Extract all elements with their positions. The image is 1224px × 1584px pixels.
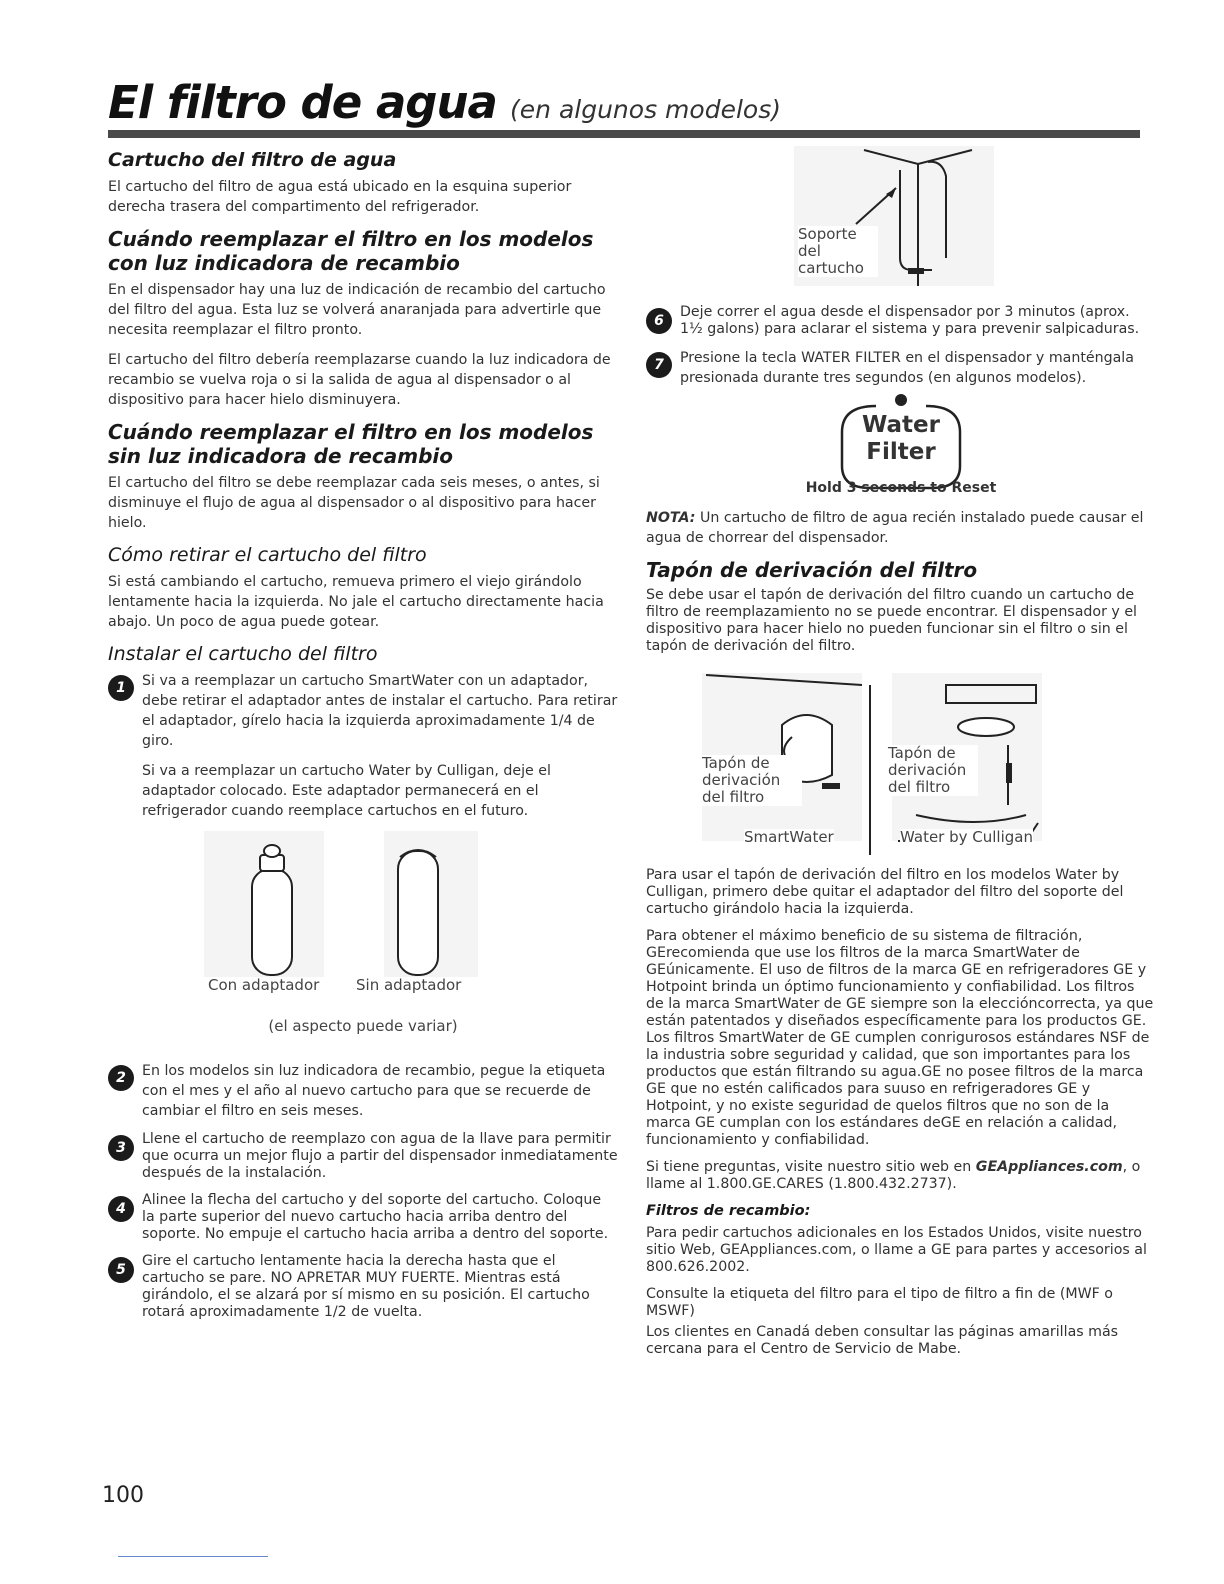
install-step-6 <box>646 304 1156 338</box>
figure-label-with-adapter: Con adaptador <box>208 976 320 994</box>
page-title: El filtro de agua <box>108 76 497 129</box>
section-heading-install: Instalar el cartucho del filtro <box>108 643 378 665</box>
install-step-1 <box>108 671 618 821</box>
step-text: Deje correr el agua desde el dispensador por 3 minutos (aprox. 1½ galons) para aclarar el sistema y para prevenir salpicaduras. <box>680 304 1140 337</box>
install-step-5 <box>108 1253 618 1321</box>
install-step-3 <box>108 1131 618 1182</box>
holder-figure <box>646 140 1156 290</box>
section-text-with-light-1: En el dispensador hay una luz de indicación de recambio del cartucho del filtro del agua. Esta luz se volverá anaranjada para advertirle que necesita reemplazar el filtro pronto. <box>108 282 606 338</box>
section-heading-bypass: Tapón de derivación del filtro <box>646 558 978 582</box>
bypass-plug-label-culligan: Tapón de derivación del filtro <box>888 745 978 796</box>
bypass-plug-label-smartwater: Tapón de derivación del filtro <box>702 755 802 806</box>
section-heading-with-light: Cuándo reemplazar el filtro en los modelos con luz indicadora de recambio <box>108 227 594 275</box>
section-text-remove: Si está cambiando el cartucho, remueva primero el viejo girándolo lentamente hacia la izquierda. No jale el cartucho directamente hacia abajo. Un poco de agua puede gotear. <box>108 574 604 630</box>
section-text-without-light: El cartucho del filtro se debe reemplazar cada seis meses, o antes, si disminuye el flujo de agua al dispensador o al dispositivo para hacer hielo. <box>108 475 600 531</box>
page-header <box>108 76 1148 129</box>
nota-label: NOTA: <box>646 510 696 526</box>
paragraph-benefit: Para obtener el máximo beneficio de su sistema de filtración, GErecomienda que use los filtros de la marca SmartWater de GEúnicamente. El uso de filtros de la marca GE en refrigeradores GE y Hotpoint brinda un óptimo funcionamiento y confiabilidad. Los filtros de la marca SmartWater de GE siempre son la elecciόncorrecta, ya que están patentados y diseñados específicamente para los productos GE. Los filtros SmartWater de GE cumplen conrigurosos estándares NSF de la industria sobre seguridad y calidad, que son importantes para los productos que están filtrando su agua.GE no posee filtros de la marca GE que no estén calificados para suuso en refrigeradores GE y Hotpoint, y no existe seguridad de quelos filtros que no son de la marca GE cumplan con los estándares deGE en relación a calidad, funcionamiento y confiabilidad. <box>646 928 1154 1148</box>
section-text-cartridge: El cartucho del filtro de agua está ubicado en la esquina superior derecha trasera del compartimento del refrigerador. <box>108 179 572 215</box>
page-number: 100 <box>102 1483 144 1508</box>
section-heading-cartridge: Cartucho del filtro de agua <box>108 149 397 171</box>
website-link[interactable]: GEAppliances.com <box>975 1159 1123 1175</box>
install-step-7 <box>646 348 1156 388</box>
bypass-caption-smartwater: SmartWater <box>744 828 834 846</box>
paragraph-canada: Los clientes en Canadá deben consultar las páginas amarillas más cercana para el Centro de Servicio de Mabe. <box>646 1324 1119 1357</box>
step-text: Gire el cartucho lentamente hacia la derecha hasta que el cartucho se pare. NO APRETAR MUY FUERTE. Mientras está girándolo, el se alzará por sí mismo en su posición. El cartucho rotará aproximadamente 1/2 de vuelta. <box>142 1253 590 1320</box>
cartridge-illustration <box>108 831 618 981</box>
figure-label-without-adapter: Sin adaptador <box>356 976 462 994</box>
step-number-badge: 1 <box>108 675 134 701</box>
water-filter-key-line-2: Filter <box>866 439 936 465</box>
page-subtitle: (en algunos modelos) <box>510 95 781 124</box>
cartridge-figure <box>108 831 618 1011</box>
step-text: Alinee la flecha del cartucho y del soporte del cartucho. Coloque la parte superior del nuevo cartucho hacia arriba dentro del soporte. No empuje el cartucho hacia arriba a dentro del soporte. <box>142 1192 609 1242</box>
replacement-heading: Filtros de recambio: <box>646 1203 811 1219</box>
bypass-caption-culligan: Water by Culligan <box>900 828 1033 846</box>
water-filter-key <box>862 412 940 466</box>
step-number-badge: 4 <box>108 1196 134 1222</box>
questions-text-b: , o llame al 1.800.GE.CARES (1.800.432.2737). <box>646 1159 1141 1192</box>
step-text: En los modelos sin luz indicadora de recambio, pegue la etiqueta con el mes y el año al nuevo cartucho para que se recuerde de cambiar el filtro en seis meses. <box>142 1063 606 1119</box>
step-text: Llene el cartucho de reemplazo con agua de la llave para permitir que ocurra un mejor flujo a partir del dispensador inmediatamente después de la instalación. <box>142 1131 618 1181</box>
step-text-extra: Si va a reemplazar un cartucho Water by Culligan, deje el adaptador colocado. Este adaptador permanecerá en el refrigerador cuando reemplace cartuchos en el futuro. <box>142 763 551 819</box>
left-column <box>108 140 618 1331</box>
install-step-4 <box>108 1192 618 1243</box>
section-heading-without-light: Cuándo reemplazar el filtro en los modelos sin luz indicadora de recambio <box>108 420 594 468</box>
step-number-badge: 7 <box>646 352 672 378</box>
step-number-badge: 6 <box>646 308 672 334</box>
water-filter-hold-text: Hold 3 seconds to Reset <box>805 480 997 496</box>
install-step-2 <box>108 1061 618 1121</box>
right-column <box>646 140 1156 1368</box>
step-text: Si va a reemplazar un cartucho SmartWater con un adaptador, debe retirar el adaptador antes de instalar el cartucho. Para retirar el adaptador, gírelo hacia la izquierda aproximadamente 1/4 de giro. <box>142 673 618 749</box>
figure-caption: (el aspecto puede variar) <box>268 1017 458 1035</box>
paragraph-consult: Consulte la etiqueta del filtro para el tipo de filtro a fin de (MWF o MSWF) <box>646 1286 1113 1319</box>
step-number-badge: 2 <box>108 1065 134 1091</box>
cartridge-holder-illustration <box>646 140 1156 290</box>
step-number-badge: 3 <box>108 1135 134 1161</box>
paragraph-culligan: Para usar el tapón de derivación del filtro en los modelos Water by Culligan, primero debe quitar el adaptador del filtro del soporte del cartucho girándolo hacia la izquierda. <box>646 867 1124 917</box>
step-text: Presione la tecla WATER FILTER en el dispensador y manténgala presionada durante tres segundos (en algunos modelos). <box>680 350 1134 386</box>
nota-paragraph <box>646 508 1156 548</box>
bottom-divider <box>118 1556 268 1557</box>
paragraph-order: Para pedir cartuchos adicionales en los Estados Unidos, visite nuestro sitio Web, GEAppliances.com, o llame a GE para partes y accesorios al 800.626.2002. <box>646 1225 1147 1275</box>
section-heading-remove: Cómo retirar el cartucho del filtro <box>108 544 427 566</box>
paragraph-questions <box>646 1159 1156 1193</box>
water-filter-key-line-1: Water <box>861 412 940 438</box>
header-rule <box>108 130 1140 138</box>
step-number-badge: 5 <box>108 1257 134 1283</box>
bypass-plug-figure <box>646 665 1156 855</box>
nota-text: Un cartucho de filtro de agua recién instalado puede causar el agua de chorrear del dispensador. <box>646 510 1144 546</box>
water-filter-key-figure <box>646 392 1156 496</box>
questions-text-a: Si tiene preguntas, visite nuestro sitio web en <box>646 1159 972 1175</box>
section-text-bypass: Se debe usar el tapón de derivación del filtro cuando un cartucho de filtro de reemplazamiento no se puede encontrar. El dispensador y el dispositivo para hacer hielo no pueden funcionar sin el filtro o sin el tapón de derivación del filtro. <box>646 587 1137 654</box>
holder-label: Soporte del cartucho <box>798 226 878 277</box>
section-text-with-light-2: El cartucho del filtro debería reemplazarse cuando la luz indicadora de recambio se vuelva roja o si la salida de agua al dispensador o al dispositivo para hacer hielo disminuyera. <box>108 352 611 408</box>
